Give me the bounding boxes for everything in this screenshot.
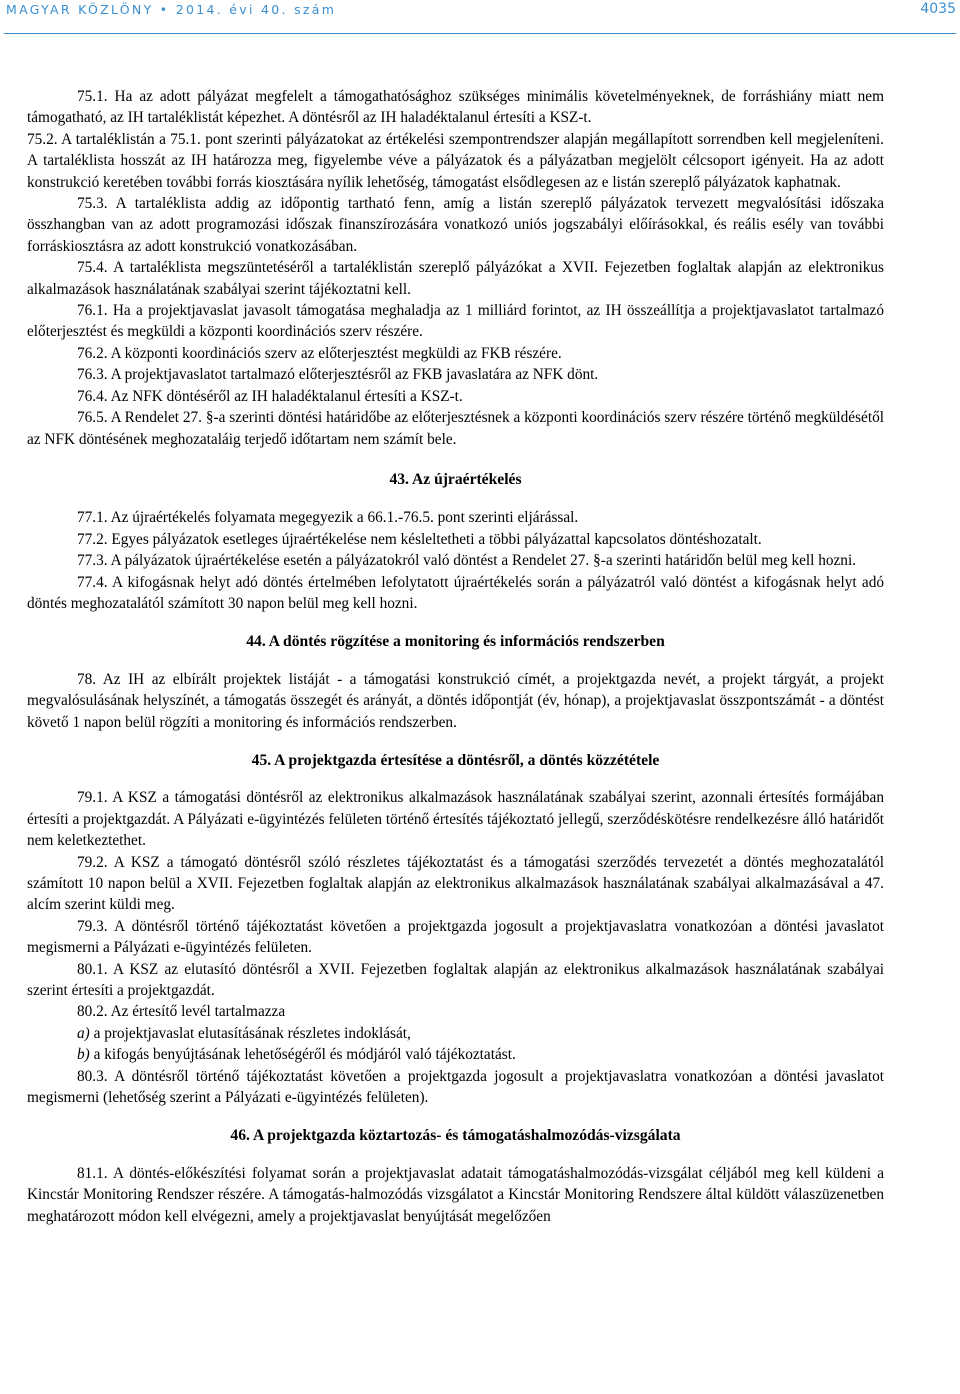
- journal-title: MAGYAR KÖZLÖNY • 2014. évi 40. szám: [6, 2, 337, 17]
- paragraph: 78. Az IH az elbírált projektek listáját - a támogatási konstrukció címét, a projektgazda nevét, a projekt tárgyát, a projekt megvalósulásának helyszínét, a támogatás összegét és arányát, a döntés időpontját (év, hónap), a projektjavaslat összpontszámát - a döntést követő 1 napon belül rögzíti a monitoring és információs rendszerben.: [27, 670, 884, 731]
- section-heading: 45. A projektgazda értesítése a döntésről, a döntés közzététele: [251, 751, 660, 769]
- paragraph: 80.1. A KSZ az elutasító döntésről a XVII. Fejezetben foglaltak alapján az elektronikus alkalmazások használatának szabályai szerint értesíti a projektgazdát.: [27, 960, 884, 1000]
- paragraph: 75.3. A tartaléklista addig az időpontig tartható fenn, amíg a listán szereplő pályázatok tervezett megvalósítási időszaka összhangban van az adott programozási időszak finanszírozására vonatkozó uniós jogszabályi előírásokkal, és reális esély van további forráskiosztásra az adott konstrukció vonatkozásában.: [27, 195, 884, 255]
- list-item: [27, 1044, 884, 1065]
- page-number: 4035: [920, 1, 956, 17]
- paragraph: 77.1. Az újraértékelés folyamata megegyezik a 66.1.-76.5. pont szerinti eljárással.: [77, 509, 579, 527]
- header-divider: [4, 33, 956, 34]
- paragraph: 79.1. A KSZ a támogatási döntésről az elektronikus alkalmazások használatának szabályai szerint, azonnali értesítés formájában értesíti a projektgazdát. A Pályázati e-ügyintézés felületen történő értesítés tájékoztató jellegű, szerződéskötésre rendelkezésre álló határidőt nem keletkeztethet.: [27, 789, 884, 850]
- list-item-text: a kifogás benyújtásának lehetőségéről és módjáról való tájékoztatást.: [89, 1046, 516, 1064]
- list-item: [27, 1023, 884, 1044]
- paragraph: 77.3. A pályázatok újraértékelése esetén a pályázatokról való döntést a Rendelet 27. §-a szerinti határidőn belül meg kell hozni.: [77, 552, 857, 570]
- paragraph: 77.4. A kifogásnak helyt adó döntés értelmében lefolytatott újraértékelés során a pályázatról való döntést a kifogásnak helyt adó döntés meghozatalától számított 30 napon belül meg kell hozni.: [27, 573, 884, 612]
- paragraph: 81.1. A döntés-előkészítési folyamat során a projektjavaslat adatait támogatáshalmozódás-vizsgálat céljából meg kell küldeni a Kincstár Monitoring Rendszer részére. A támogatás-halmozódás vizsgálatot a Kincstár Monitoring Rendszere által küldött válaszüzenetben meghatározott módon kell elvégezni, amely a projektjavaslat benyújtását megelőzően: [27, 1164, 884, 1225]
- paragraph: 76.5. A Rendelet 27. §-a szerinti döntési határidőbe az előterjesztésnek a központi koordinációs szerv részére történő megküldésétől az NFK döntésének meghozataláig terjedő időtartam nem számít bele.: [27, 409, 884, 448]
- paragraph: 80.3. A döntésről történő tájékoztatást követően a projektgazda jogosult a projektjavaslatra vonatkozóan a döntési javaslatot megismerni (lehetőség szerint a Pályázati e-ügyintézés felületen).: [27, 1067, 884, 1107]
- paragraph: 75.2. A tartaléklistán a 75.1. pont szerinti pályázatokat az értékelési szempontrendszer alapján megállapított sorrendben kell megjeleníteni. A tartaléklista hosszát az IH határozza meg, figyelembe véve a pályázatok és a pályázatban megjelölt célcsoport igényeit. Ha az adott konstrukció keretében további forrás kiosztására nyílik lehetőség, támogatást elsődlegesen az e listán szereplő pályázatok kaphatnak.: [27, 130, 884, 191]
- section-heading: 43. Az újraértékelés: [389, 470, 522, 488]
- paragraph: 76.1. Ha a projektjavaslat javasolt támogatása meghaladja az 1 milliárd forintot, az IH összeállítja a projektjavaslatot tartalmazó előterjesztést és megküldi a központi koordinációs szerv részére.: [27, 302, 884, 341]
- document-body: [27, 86, 884, 1227]
- list-marker: b): [77, 1046, 90, 1064]
- section-heading: 44. A döntés rögzítése a monitoring és információs rendszerben: [246, 633, 665, 651]
- paragraph: 76.4. Az NFK döntéséről az IH haladéktalanul értesíti a KSZ-t.: [77, 387, 463, 405]
- paragraph: 75.1. Ha az adott pályázat megfelelt a támogathatósághoz szükséges minimális követelményeknek, de forráshiány miatt nem támogatható, az IH tartaléklistát képezhet. A döntésről az IH haladéktalanul értesíti a KSZ-t.: [27, 88, 884, 127]
- paragraph: 75.4. A tartaléklista megszüntetéséről a tartaléklistán szereplő pályázókat a XVII. Fejezetben foglaltak alapján az elektronikus alkalmazások használatának szabályai szerint tájékoztatni kell.: [27, 259, 884, 298]
- paragraph: 76.2. A központi koordinációs szerv az előterjesztést megküldi az FKB részére.: [77, 344, 562, 362]
- paragraph: 80.2. Az értesítő levél tartalmazza: [77, 1003, 286, 1021]
- paragraph: 77.2. Egyes pályázatok esetleges újraértékelése nem késleltetheti a többi pályázattal kapcsolatos döntéshozatalt.: [77, 530, 762, 548]
- list-marker: a): [77, 1024, 90, 1042]
- paragraph: 79.3. A döntésről történő tájékoztatást követően a projektgazda jogosult a projektjavaslatra vonatkozóan a döntési javaslatot megismerni a Pályázati e-ügyintézés felületen.: [27, 917, 884, 957]
- paragraph: 76.3. A projektjavaslatot tartalmazó előterjesztésről az FKB javaslatára az NFK dönt.: [77, 366, 599, 384]
- paragraph: 79.2. A KSZ a támogató döntésről szóló részletes tájékoztatást és a támogatási szerződés tervezetét a döntés meghozatalától számított 10 napon belül a XVII. Fejezetben foglaltak alapján az elektronikus alkalmazások használatának szabályai alkalmazásával a 47. alcím szerint küldi meg.: [27, 853, 884, 914]
- page-header: [0, 0, 960, 34]
- section-heading: 46. A projektgazda köztartozás- és támogatáshalmozódás-vizsgálata: [230, 1127, 681, 1145]
- list-item-text: a projektjavaslat elutasításának részletes indoklását,: [89, 1024, 411, 1042]
